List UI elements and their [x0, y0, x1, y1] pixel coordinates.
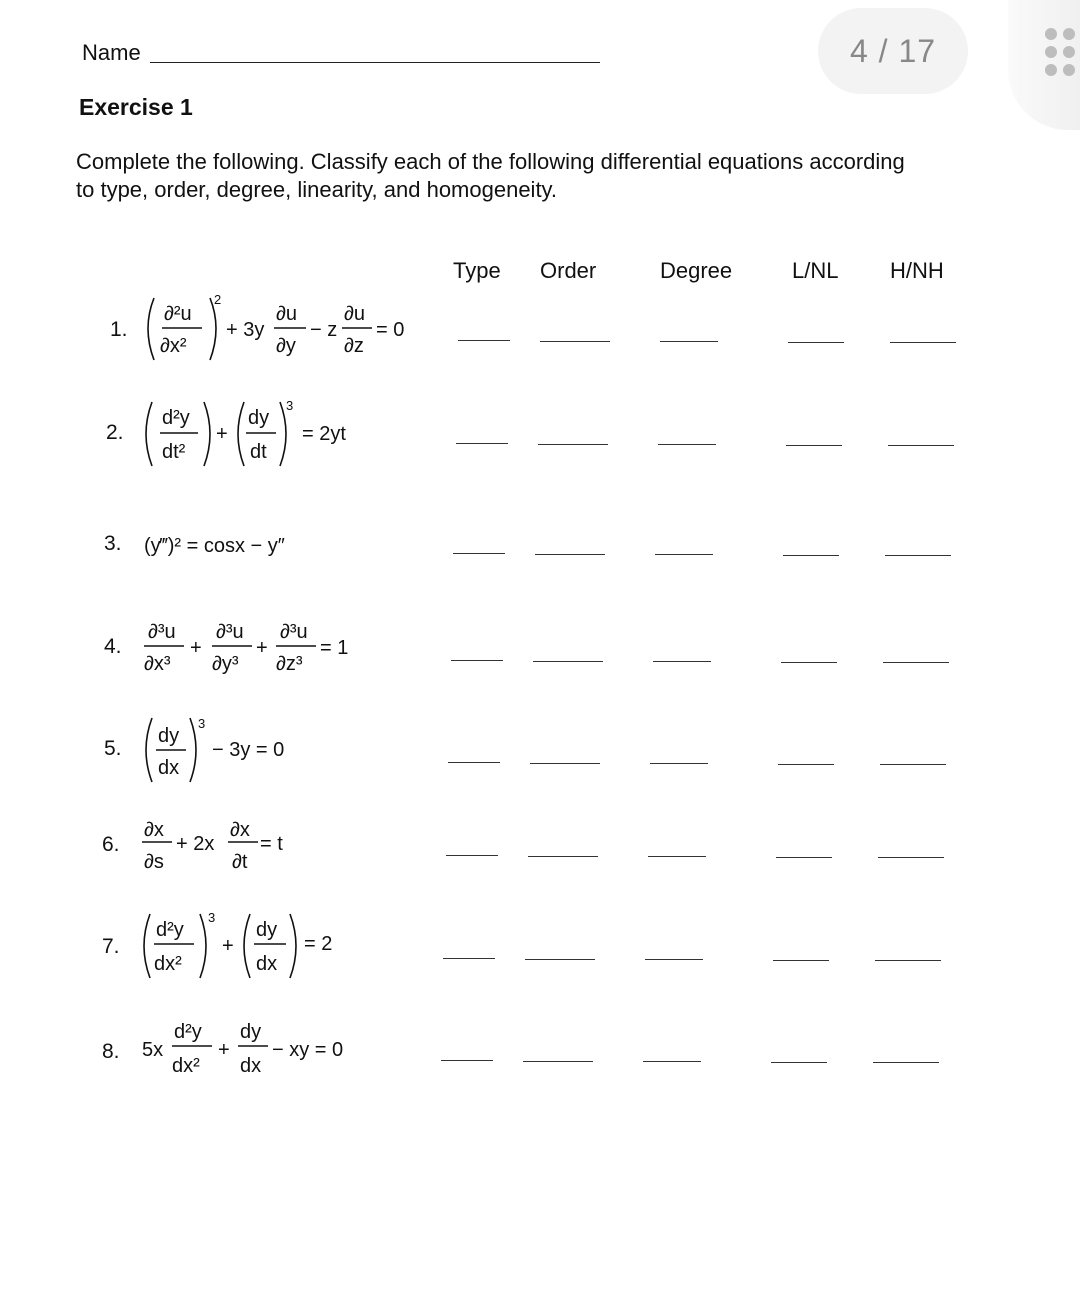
- svg-text:dt²: dt²: [162, 441, 186, 463]
- svg-text:∂²u: ∂²u: [164, 303, 192, 325]
- answer-blank[interactable]: [643, 1061, 701, 1062]
- menu-dots-icon[interactable]: [1045, 28, 1075, 74]
- svg-text:∂u: ∂u: [276, 303, 298, 325]
- answer-blank[interactable]: [888, 445, 954, 446]
- svg-text:∂s: ∂s: [144, 851, 164, 873]
- svg-text:+: +: [216, 423, 228, 445]
- answer-blank[interactable]: [456, 443, 508, 444]
- svg-text:∂x²: ∂x²: [160, 335, 187, 357]
- svg-text:= 2yt: = 2yt: [302, 423, 346, 445]
- answer-blank[interactable]: [883, 662, 949, 663]
- problem-number: 5.: [104, 737, 122, 760]
- column-linearity: L/NL: [792, 258, 839, 283]
- problem-number: 7.: [102, 935, 120, 958]
- svg-text:dx: dx: [158, 757, 180, 779]
- problem-number: 8.: [102, 1040, 120, 1063]
- answer-blank[interactable]: [451, 660, 503, 661]
- svg-text:3: 3: [208, 910, 216, 925]
- problem-number: 6.: [102, 833, 120, 856]
- svg-text:+ 2x: + 2x: [176, 833, 215, 855]
- equation-8: [140, 1014, 380, 1082]
- svg-text:− z: − z: [310, 319, 338, 341]
- answer-blank[interactable]: [441, 1060, 493, 1061]
- answer-blank[interactable]: [453, 553, 505, 554]
- svg-text:dy: dy: [240, 1021, 262, 1043]
- svg-text:3: 3: [286, 398, 294, 413]
- answer-blank[interactable]: [771, 1062, 827, 1063]
- column-order: Order: [540, 258, 597, 283]
- problem-number: 4.: [104, 635, 122, 658]
- problem-number: 1.: [110, 318, 128, 341]
- svg-text:dt: dt: [250, 441, 267, 463]
- answer-blank[interactable]: [873, 1062, 939, 1063]
- answer-blank[interactable]: [658, 444, 716, 445]
- svg-text:− xy = 0: − xy = 0: [272, 1039, 344, 1061]
- problem-number: 3.: [104, 532, 122, 555]
- svg-text:∂³u: ∂³u: [148, 621, 176, 643]
- svg-text:∂x: ∂x: [230, 819, 250, 841]
- svg-text:3: 3: [198, 716, 206, 731]
- svg-text:∂y: ∂y: [276, 335, 296, 357]
- svg-text:d²y: d²y: [162, 407, 190, 429]
- svg-text:+: +: [222, 935, 234, 957]
- svg-text:d²y: d²y: [156, 919, 184, 941]
- exercise-title: Exercise 1: [79, 94, 193, 120]
- svg-text:dx²: dx²: [154, 953, 182, 975]
- equation-4: [140, 612, 360, 684]
- equation-5: [140, 712, 320, 788]
- name-line: [150, 62, 600, 63]
- answer-blank[interactable]: [645, 959, 703, 960]
- answer-blank[interactable]: [878, 857, 944, 858]
- answer-blank[interactable]: [446, 855, 498, 856]
- column-type: Type: [453, 258, 501, 283]
- answer-blank[interactable]: [875, 960, 941, 961]
- answer-blank[interactable]: [655, 554, 713, 555]
- svg-text:5x: 5x: [142, 1039, 164, 1061]
- answer-blank[interactable]: [885, 555, 951, 556]
- svg-text:+: +: [190, 637, 202, 659]
- answer-blank[interactable]: [890, 342, 956, 343]
- answer-blank[interactable]: [648, 856, 706, 857]
- svg-text:dx²: dx²: [172, 1055, 200, 1077]
- svg-text:∂³u: ∂³u: [216, 621, 244, 643]
- instructions-text: Complete the following. Classify each of the following differential equations according to type, order, degree, linearity, and homogeneity.: [76, 149, 905, 202]
- answer-blank[interactable]: [530, 763, 600, 764]
- equation-1: [140, 288, 440, 368]
- svg-text:dx: dx: [240, 1055, 262, 1077]
- answer-blank[interactable]: [776, 857, 832, 858]
- svg-text:dy: dy: [158, 725, 180, 747]
- answer-blank[interactable]: [448, 762, 500, 763]
- svg-text:= 2: = 2: [304, 933, 333, 955]
- svg-text:∂z³: ∂z³: [276, 653, 303, 675]
- equation-7: [140, 908, 360, 984]
- answer-blank[interactable]: [533, 661, 603, 662]
- column-degree: Degree: [660, 258, 733, 283]
- page-indicator: 4 / 17: [818, 8, 968, 94]
- svg-text:2: 2: [214, 292, 222, 307]
- svg-text:∂x: ∂x: [144, 819, 164, 841]
- answer-blank[interactable]: [786, 445, 842, 446]
- answer-blank[interactable]: [650, 763, 708, 764]
- answer-blank[interactable]: [788, 342, 844, 343]
- svg-text:+: +: [256, 637, 268, 659]
- svg-text:∂x³: ∂x³: [144, 653, 171, 675]
- answer-blank[interactable]: [773, 960, 829, 961]
- answer-blank[interactable]: [443, 958, 495, 959]
- answer-blank[interactable]: [535, 554, 605, 555]
- svg-text:dx: dx: [256, 953, 278, 975]
- answer-blank[interactable]: [880, 764, 946, 765]
- svg-text:∂³u: ∂³u: [280, 621, 308, 643]
- svg-text:= 1: = 1: [320, 637, 349, 659]
- answer-blank[interactable]: [525, 959, 595, 960]
- answer-blank[interactable]: [660, 341, 718, 342]
- svg-text:dy: dy: [256, 919, 278, 941]
- answer-blank[interactable]: [653, 661, 711, 662]
- svg-text:dy: dy: [248, 407, 270, 429]
- answer-blank[interactable]: [781, 662, 837, 663]
- answer-blank[interactable]: [458, 340, 510, 341]
- svg-text:∂t: ∂t: [232, 851, 248, 873]
- answer-blank[interactable]: [538, 444, 608, 445]
- svg-text:= t: = t: [260, 833, 283, 855]
- name-label: Name: [82, 40, 141, 65]
- svg-text:∂z: ∂z: [344, 335, 364, 357]
- svg-text:∂y³: ∂y³: [212, 653, 239, 675]
- svg-text:d²y: d²y: [174, 1021, 202, 1043]
- svg-text:+ 3y: + 3y: [226, 319, 265, 341]
- answer-blank[interactable]: [783, 555, 839, 556]
- answer-blank[interactable]: [778, 764, 834, 765]
- column-homogeneity: H/NH: [890, 258, 944, 283]
- answer-blank[interactable]: [528, 856, 598, 857]
- svg-text:+: +: [218, 1039, 230, 1061]
- equation-6: [140, 812, 310, 878]
- svg-text:∂u: ∂u: [344, 303, 366, 325]
- svg-text:− 3y = 0: − 3y = 0: [212, 739, 285, 761]
- svg-text:(y‴)² = cosx − y″: (y‴)² = cosx − y″: [144, 535, 285, 557]
- answer-blank[interactable]: [540, 341, 610, 342]
- equation-2: [140, 396, 380, 474]
- problem-number: 2.: [106, 421, 124, 444]
- answer-blank[interactable]: [523, 1061, 593, 1062]
- svg-text:= 0: = 0: [376, 319, 405, 341]
- equation-3: [140, 526, 350, 562]
